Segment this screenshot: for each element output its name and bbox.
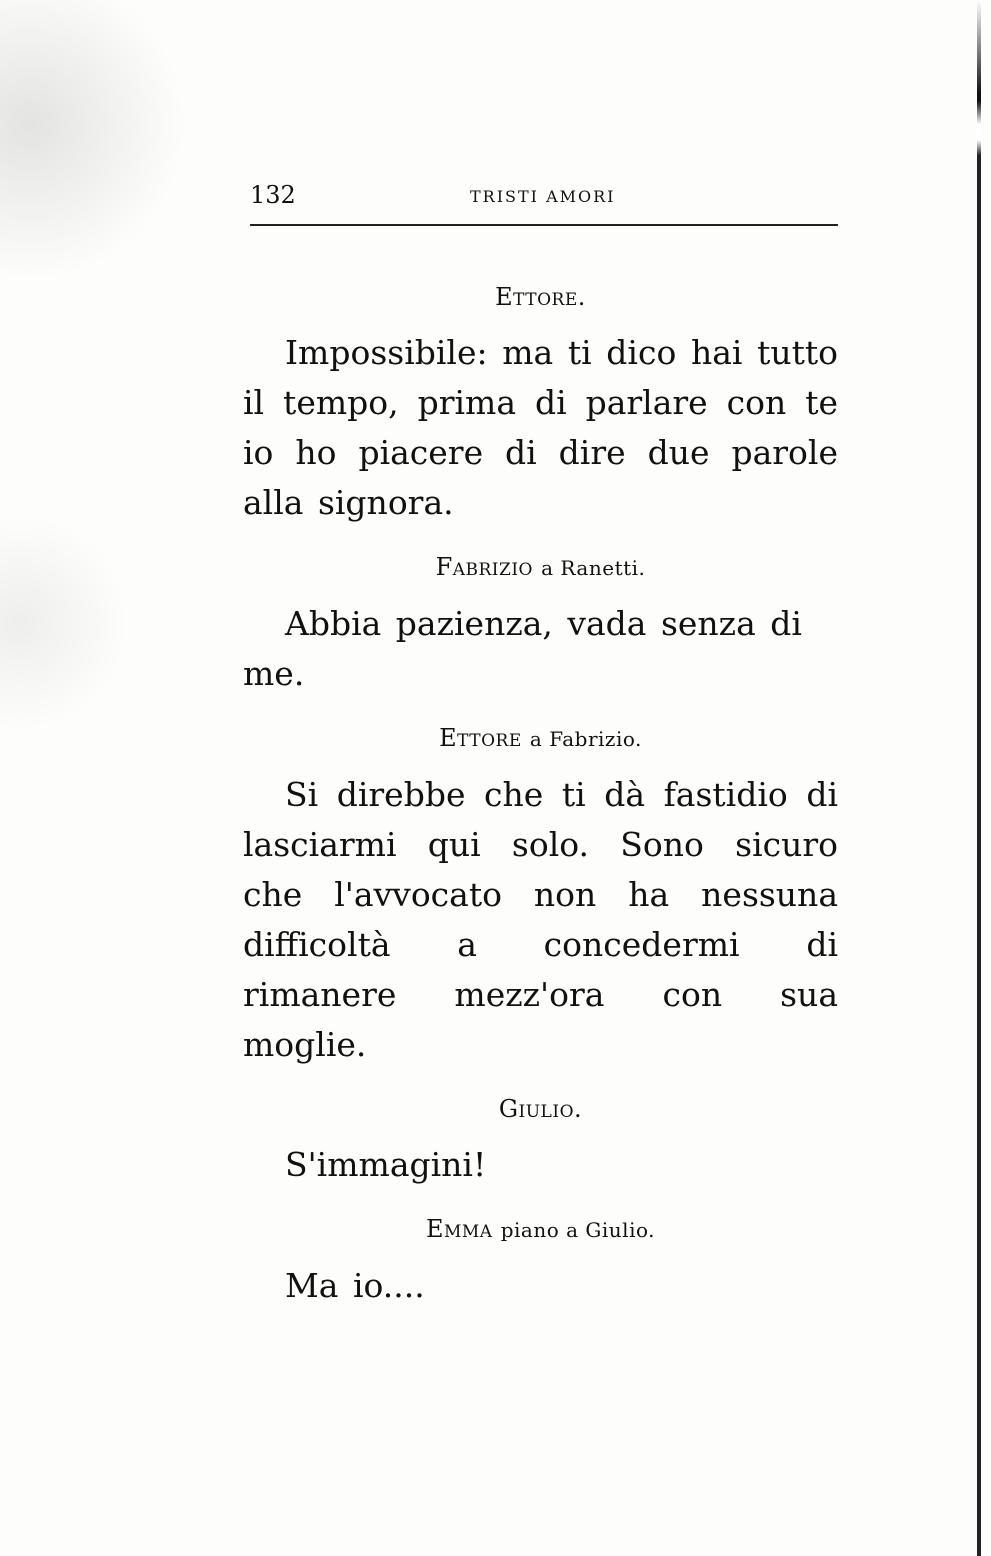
speech-text: Impossibile: ma ti dico hai tutto il tempo, prima di parlare con te io ho piacere di dire due parole alla signora. bbox=[243, 333, 838, 522]
speaker-label: Emma bbox=[425, 1215, 493, 1243]
speaker-name bbox=[243, 721, 838, 756]
speaker-name bbox=[243, 280, 838, 314]
dialogue-text bbox=[243, 280, 838, 1311]
speech-text: Si direbbe che ti dà fastidio di lasciarmi qui solo. Sono sicuro che l'avvocato non ha nessuna difficoltà a concedermi di rimanere mezz'ora con sua moglie. bbox=[243, 775, 838, 1064]
stage-direction: a Ranetti. bbox=[541, 556, 646, 580]
dialogue-block bbox=[243, 280, 838, 550]
speaker-name bbox=[243, 1212, 838, 1247]
speaker-label: Ettore. bbox=[495, 283, 586, 311]
dialogue-block bbox=[243, 550, 838, 721]
dialogue-block bbox=[243, 721, 838, 1092]
speech-text: S'immagini! bbox=[285, 1145, 487, 1184]
running-title: TRISTI AMORI bbox=[470, 187, 616, 206]
stage-direction: piano a Giulio. bbox=[500, 1218, 656, 1242]
dialogue-block bbox=[243, 1092, 838, 1212]
header-rule bbox=[250, 224, 838, 226]
speaker-label: Giulio. bbox=[498, 1095, 583, 1123]
speaker-name bbox=[243, 550, 838, 585]
speaker-label: Ettore bbox=[439, 724, 522, 752]
running-head bbox=[250, 180, 838, 210]
speaker-name bbox=[243, 1092, 838, 1126]
dialogue-block bbox=[243, 1212, 838, 1311]
speaker-label: Fabrizio bbox=[435, 553, 533, 581]
page-edge-shadow bbox=[977, 0, 981, 1556]
speech-text: Abbia pazienza, vada senza di me. bbox=[243, 604, 802, 693]
speech-text: Ma io.... bbox=[285, 1266, 425, 1305]
stage-direction: a Fabrizio. bbox=[529, 727, 642, 751]
page-number: 132 bbox=[250, 181, 296, 209]
